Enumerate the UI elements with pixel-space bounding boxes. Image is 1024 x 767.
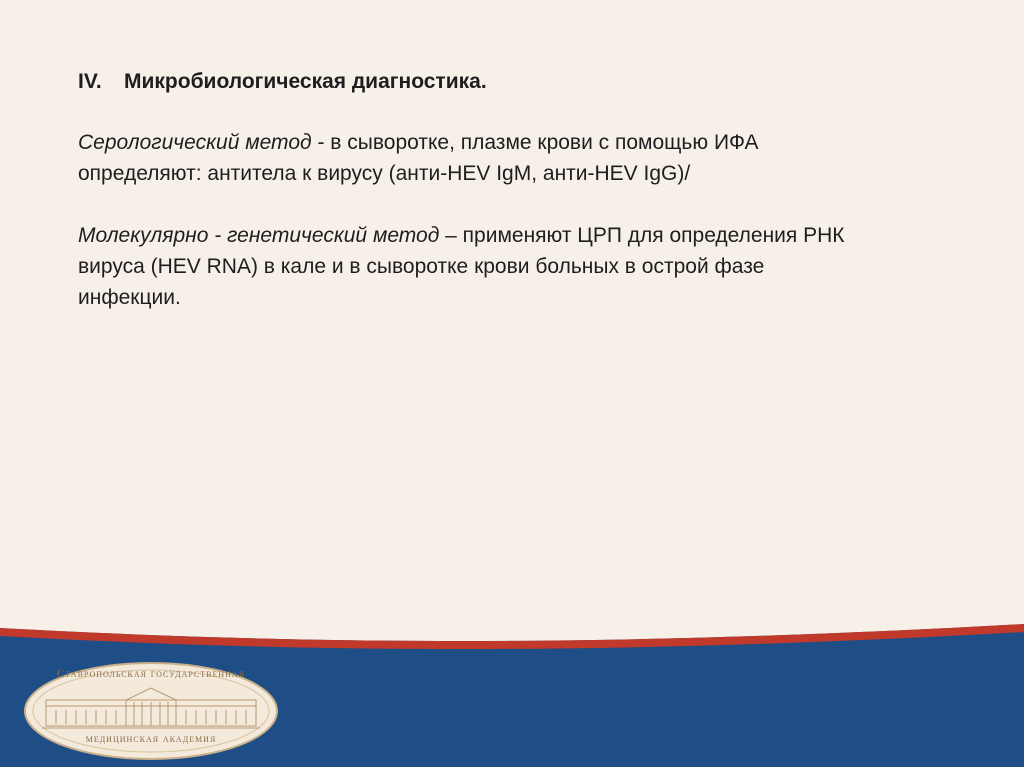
serology-text-line2: определяют: антитела к вирусу (анти-HEV IgM, анти-HEV IgG)/ [78,162,691,185]
section-heading [78,66,958,97]
serology-text-line1: - в сыворотке, плазме крови с помощью ИФА [311,131,759,154]
molecular-text-line1: – применяют ЦРП для определения РНК [439,224,845,247]
molecular-text-line3: инфекции. [78,286,181,309]
molecular-text-line2: вируса (HEV RNA) в кале и в сыворотке крови больных в острой фазе [78,255,765,278]
slide-content [78,66,958,313]
serology-method-label: Серологический метод [78,131,312,154]
logo-bottom-text: медицинская академия [85,733,217,745]
serology-paragraph [78,127,958,189]
academy-logo [22,660,280,762]
building-icon [42,684,260,730]
section-number: IV. [78,70,102,93]
molecular-method-label: Молекулярно - генетический метод [78,224,440,247]
logo-top-text: Ставропольская государственная [56,668,246,680]
molecular-paragraph [78,220,958,313]
section-title: Микробиологическая диагностика. [124,70,487,93]
